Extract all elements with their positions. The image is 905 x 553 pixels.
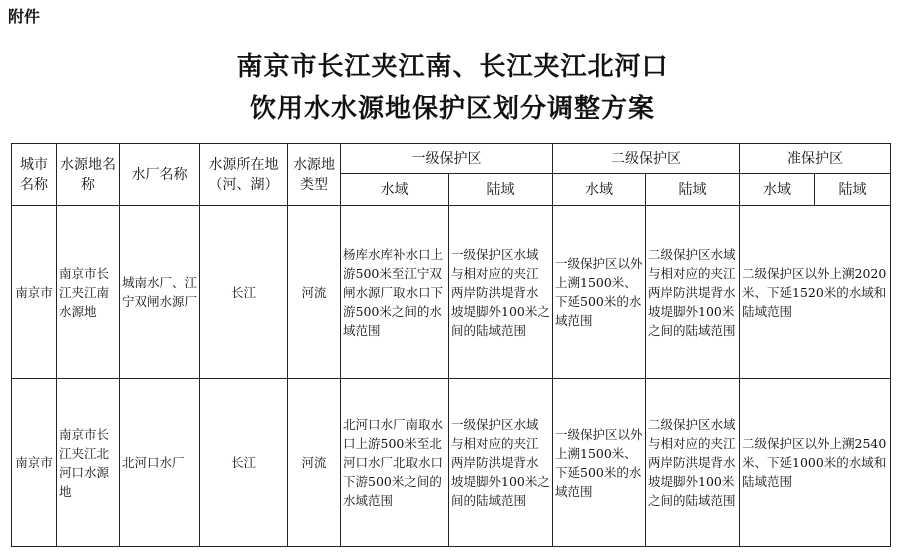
header-level2-water: 水域	[553, 174, 646, 206]
header-row-1	[12, 144, 891, 174]
cell-location: 长江	[200, 206, 288, 379]
cell-source-type: 河流	[288, 379, 341, 547]
cell-quasi-zone: 二级保护区以外上溯2020米、下延1520米的水域和陆域范围	[740, 206, 891, 379]
cell-level2-land: 二级保护区水域与相对应的夹江两岸防洪堤背水坡堤脚外100米之间的陆域范围	[646, 206, 740, 379]
attachment-label: 附件	[8, 7, 41, 26]
cell-quasi-zone: 二级保护区以外上溯2540米、下延1000米的水域和陆域范围	[740, 379, 891, 547]
protection-zone-table	[11, 143, 891, 547]
cell-city: 南京市	[12, 206, 57, 379]
cell-level1-water: 杨库水库补水口上游500米至江宁双闸水源厂取水口下游500米之间的水域范围	[341, 206, 449, 379]
document-title-line-1: 南京市长江夹江南、长江夹江北河口	[236, 52, 669, 82]
cell-level2-water: 一级保护区以外上溯1500米、下延500米的水域范围	[553, 206, 646, 379]
cell-city: 南京市	[12, 379, 57, 547]
header-city: 城市名称	[12, 144, 57, 206]
header-source-type: 水源地类型	[288, 144, 341, 206]
header-quasi-land: 陆域	[815, 174, 891, 206]
cell-source-name: 南京市长江夹江南水源地	[57, 206, 120, 379]
header-level1-water: 水域	[341, 174, 449, 206]
header-level2-land: 陆域	[646, 174, 740, 206]
cell-source-name: 南京市长江夹江北河口水源地	[57, 379, 120, 547]
header-level2-zone: 二级保护区	[553, 144, 740, 174]
header-location: 水源所在地（河、湖）	[200, 144, 288, 206]
header-level1-zone: 一级保护区	[341, 144, 553, 174]
table-row	[12, 379, 891, 547]
cell-level1-water: 北河口水厂南取水口上游500米至北河口水厂北取水口下游500米之间的水域范围	[341, 379, 449, 547]
header-source-name: 水源地名称	[57, 144, 120, 206]
cell-level1-land: 一级保护区水域与相对应的夹江两岸防洪堤背水坡堤脚外100米之间的陆域范围	[449, 206, 553, 379]
cell-source-type: 河流	[288, 206, 341, 379]
document-title-line-2: 饮用水水源地保护区划分调整方案	[249, 94, 655, 124]
header-level1-land: 陆域	[449, 174, 553, 206]
cell-level1-land: 一级保护区水域与相对应的夹江两岸防洪堤背水坡堤脚外100米之间的陆域范围	[449, 379, 553, 547]
header-plant-name: 水厂名称	[120, 144, 200, 206]
cell-level2-water: 一级保护区以外上溯1500米、下延500米的水域范围	[553, 379, 646, 547]
cell-location: 长江	[200, 379, 288, 547]
cell-plant-name: 城南水厂、江宁双闸水源厂	[120, 206, 200, 379]
table-row	[12, 206, 891, 379]
cell-level2-land: 二级保护区水域与相对应的夹江两岸防洪堤背水坡堤脚外100米之间的陆域范围	[646, 379, 740, 547]
header-quasi-water: 水域	[740, 174, 815, 206]
cell-plant-name: 北河口水厂	[120, 379, 200, 547]
header-quasi-zone: 准保护区	[740, 144, 891, 174]
